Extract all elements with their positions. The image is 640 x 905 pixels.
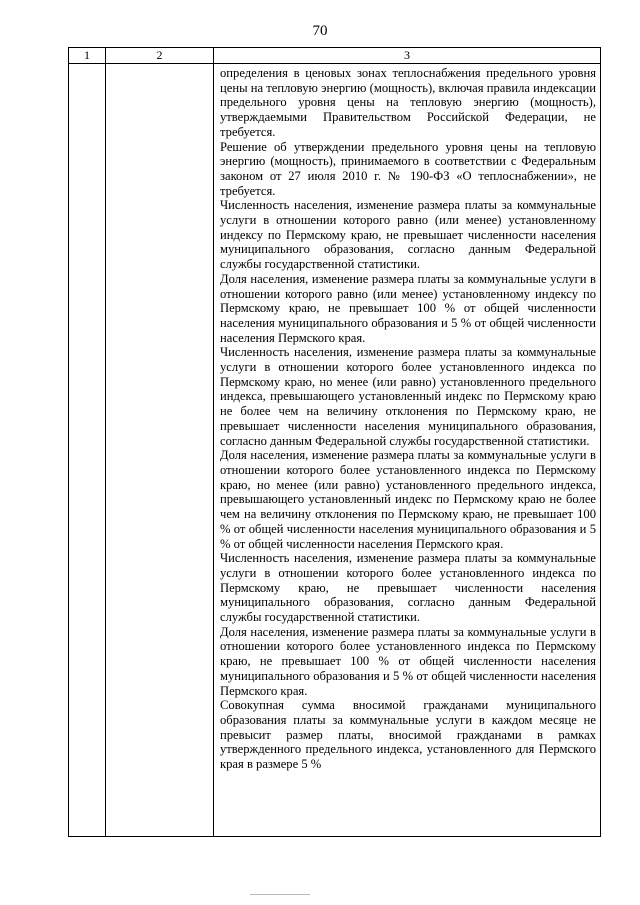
column-3-cell	[214, 64, 601, 837]
paragraph-heat-supply-law: Решение об утверждении предельного уровня цены на тепловую энергию (мощность), принимаемого в соответствии с Федеральным законом от 27 июля 2010 г. № 190-ФЗ «О теплоснабжении», не требуется.	[220, 139, 596, 198]
page-number: 70	[312, 23, 328, 39]
scan-artifact-line	[250, 894, 310, 895]
column-1-cell	[69, 64, 106, 837]
column-header-2: 2	[106, 48, 214, 64]
column-header-3: 3	[214, 48, 601, 64]
paragraph-total-payment: Совокупная сумма вносимой гражданами муниципального образования платы за коммунальные услуги в каждом месяце не превысит размер платы, вносимой гражданами в рамках утвержденного предельного индекса, установленного для Пермского края в размере 5 %	[220, 698, 596, 772]
paragraph-price-limit-indexation: определения в ценовых зонах теплоснабжения предельного уровня цены на тепловую энергию (мощность), включая правила индексации предельного уровня цены на тепловую энергию (мощность), утверждаемыми Правительством Российской Федерации, не требуется.	[220, 66, 596, 139]
paragraph-population-equal-index: Численность населения, изменение размера платы за коммунальные услуги в отношении которого равно (или менее) установленному индексу по Пермскому краю, не превышает численности населения муниципального образования, согласно данным Федеральной службы государственной статистики.	[220, 198, 596, 272]
paragraph-share-equal-index: Доля населения, изменение размера платы за коммунальные услуги в отношении которого равно (или менее) установленному индексу по Пермскому краю, не превышает 100 % от общей численности населения муниципального образования и 5 % от общей численности населения Пермского края.	[220, 271, 596, 345]
paragraph-population-deviation: Численность населения, изменение размера платы за коммунальные услуги в отношении которого более установленного индекса по Пермскому краю, но менее (или равно) установленного предельного индекса, превышающего установленный индекс по Пермскому краю не более чем на величину отклонения по Пермскому краю, не превышает численности населения муниципального образования, согласно данным Федеральной службы государственной статистики.	[220, 345, 596, 448]
paragraph-share-above-index: Доля населения, изменение размера платы за коммунальные услуги в отношении которого более установленного индекса по Пермскому краю, не превышает 100 % от общей численности населения муниципального образования и 5 % от общей численности населения Пермского края.	[220, 624, 596, 698]
paragraph-population-above-index: Численность населения, изменение размера платы за коммунальные услуги в отношении которого более установленного индекса по Пермскому краю, не превышает численности населения муниципального образования, согласно данным Федеральной службы государственной статистики.	[220, 551, 596, 625]
paragraph-share-deviation: Доля населения, изменение размера платы за коммунальные услуги в отношении которого более установленного индекса по Пермскому краю, но менее (или равно) установленного предельного индекса, превышающего установленный индекс по Пермскому краю не более чем на величину отклонения по Пермскому краю, не превышает 100 % от общей численности населения муниципального образования и 5 % от общей численности населения Пермского края.	[220, 448, 596, 551]
column-2-cell	[106, 64, 214, 837]
column-header-1: 1	[69, 48, 106, 64]
document-table	[68, 47, 601, 837]
table-row	[69, 64, 601, 837]
table-header-row	[69, 48, 601, 64]
